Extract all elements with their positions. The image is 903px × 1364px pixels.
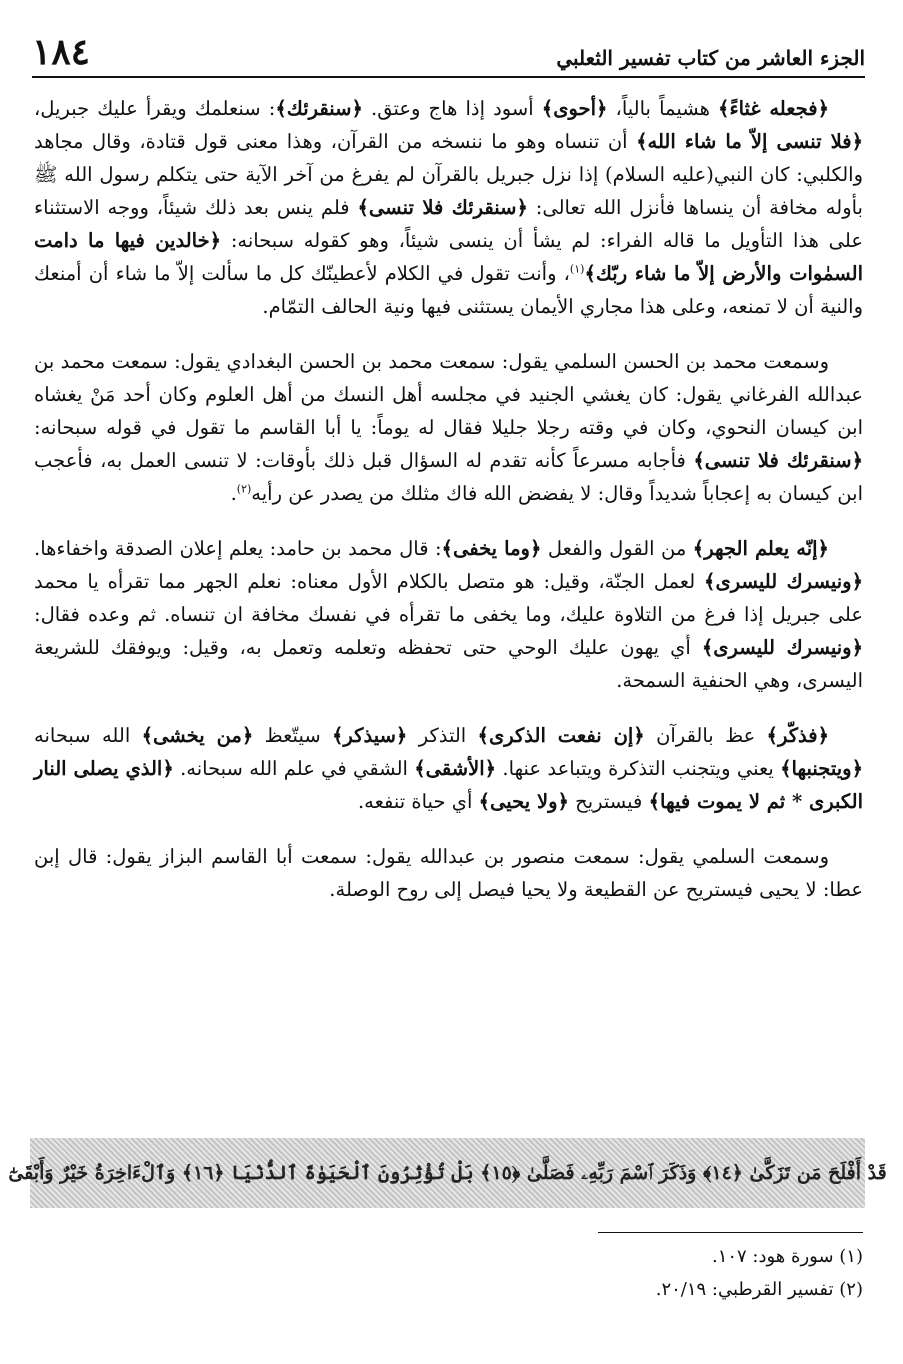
footnote-number: (١): [839, 1246, 863, 1267]
paragraph-3: [34, 532, 863, 697]
body-text: عظ بالقرآن: [644, 724, 767, 747]
quran-quote: ﴿الأشقى﴾: [414, 757, 497, 780]
quran-quote: ﴿وما يخفى﴾: [441, 537, 542, 560]
footnote-marker[interactable]: (٢): [236, 482, 252, 496]
body-text: أي يهون عليك الوحي حتى تحفظه وتعلمه وتعمل به، وقيل: ويوفقك للشريعة اليسرى، وهي الحنفية السمحة.: [34, 636, 863, 692]
quran-quote: ﴿ونيسرك لليسرى﴾: [701, 636, 863, 659]
body-text: أن تنساه وهو ما ننسخه من القرآن، وهذا معنى قول قتادة، وقال مجاهد والكلبي: كان النبي(عليه السلام) إذا نزل جبريل بالقرآن لم يفرغ من آخر الآية حتى يتكلم رسول الله ﷺ بأوله مخافة أن ينساها فأنزل الله تعالى:: [34, 130, 863, 219]
quran-quote: ﴿من يخشى﴾: [141, 724, 254, 747]
body-text: لعمل الجنّة، وقيل: هو متصل بالكلام الأول معناه: نعلم الجهر مما تقرأه يا محمد على جبريل إذا فرغ من التلاوة عليك، وما يخفى ما تقرأه في نفسك مخافة ان تنساه. ثم وعده فقال:: [34, 570, 863, 626]
page-header: [32, 30, 865, 78]
body-text: هشيماً بالياً،: [607, 97, 719, 120]
body-text: فيستريح: [568, 790, 649, 813]
footnote-1: [40, 1240, 863, 1273]
quran-quote: ﴿فلا تنسى إلاّ ما شاء الله﴾: [636, 130, 864, 153]
body-text: أسود إذا هاج وعتق.: [362, 97, 542, 120]
page-body: [34, 92, 863, 906]
quran-quote: ﴿سنقرئك فلا تنسى﴾: [357, 196, 528, 219]
body-text: وسمعت السلمي يقول: سمعت منصور بن عبدالله يقول: سمعت أبا القاسم البزاز يقول: قال إبن عطا: لا يحيى فيستريح عن القطيعة ولا يحيا فيصل إلى روح الوصلة.: [34, 845, 863, 901]
body-text: وسمعت محمد بن الحسن السلمي يقول: سمعت محمد بن الحسن البغدادي يقول: سمعت محمد بن عبدالله الفرغاني يقول: كان يغشي الجنيد في مجلسه أهل النسك من أهل العلوم وكان أحد مَنْ يغشاه ابن كيسان النحوي، وكان في وقته رجلا جليلا فقال له يوماً: يا أبا القاسم ما تقول في قوله سبحانه:: [34, 350, 863, 439]
body-text: .: [230, 482, 237, 505]
body-text: أي حياة تنفعه.: [357, 790, 479, 813]
quran-quote: ﴿فجعله غثاءً﴾: [718, 97, 829, 120]
footnotes: [40, 1240, 863, 1306]
paragraph-2: [34, 345, 863, 510]
quran-quote: ﴿سنقرئك فلا تنسى﴾: [693, 449, 863, 472]
body-text: فلم ينس بعد ذلك شيئاً، ووجه الاستثناء على هذا التأويل ما قاله الفراء: لم يشأ أن ينسى شيئاً، وهو كقوله سبحانه:: [34, 196, 863, 252]
body-text: الشقي في علم الله سبحانه.: [173, 757, 415, 780]
paragraph-1: [34, 92, 863, 323]
quran-quote: ﴿ولا يحيى﴾: [478, 790, 569, 813]
quran-quote: ﴿سنقرئك﴾: [275, 97, 363, 120]
footnote-text: سورة هود: ١٠٧.: [711, 1246, 834, 1267]
quran-quote: ﴿فذكّر﴾: [766, 724, 829, 747]
quran-quote: ﴿ونيسرك لليسرى﴾: [704, 570, 863, 593]
body-text: من القول والفعل: [541, 537, 693, 560]
body-text: فأجابه مسرعاً كأنه تقدم له السؤال قبل ذلك بأوقات: لا تنسى العمل به، فأعجب ابن كيسان به إعجاباً شديداً وقال: لا يفضض الله فاك مثلك من يصدر عن رأيه: [34, 449, 863, 505]
quran-quote: ﴿الذي يصلى النار الكبرى * ثم لا يموت فيها﴾: [34, 757, 863, 813]
quran-verse-band: [8, 1138, 887, 1208]
quran-quote: ﴿خالدين فيها ما دامت السمٰوات والأرض إلاّ ما شاء ربّك﴾: [34, 229, 863, 285]
body-text: الله سبحانه: [34, 724, 142, 747]
body-text: سيتّعظ: [253, 724, 332, 747]
body-text: : سنعلمك ويقرأ عليك جبريل،: [34, 97, 276, 120]
quran-verse-text: قَدْ أَفْلَحَ مَن تَزَكَّىٰ ﴿١٤﴾ وَذَكَرَ ٱسْمَ رَبِّهِۦ فَصَلَّىٰ ﴿١٥﴾ بَلْ تُؤْثِرُونَ ٱلْحَيَوٰةَ ٱلدُّنْيَا ﴿١٦﴾ وَٱلْءَاخِرَةُ خَيْرٌ وَأَبْقَىٰٓ: [8, 1162, 887, 1184]
body-text: التذكر: [407, 724, 478, 747]
footnote-number: (٢): [839, 1279, 863, 1300]
footnote-divider: [598, 1232, 863, 1233]
body-text: ، وأنت تقول في الكلام لأعطينّك كل ما سألت إلاّ ما شاء أن أمنعك والنية أن لا تمنعه، وعلى هذا مجاري الأيمان يستثنى فيها ونية الحالف التمّام.: [34, 262, 863, 318]
paragraph-5: [34, 840, 863, 906]
quran-quote: ﴿سيذكر﴾: [332, 724, 408, 747]
page-number: ١٨٤: [32, 31, 91, 73]
body-text: يعني ويتجنب التذكرة ويتباعد عنها.: [496, 757, 781, 780]
quran-quote: ﴿إن نفعت الذكرى﴾: [477, 724, 645, 747]
footnote-marker[interactable]: (١): [569, 262, 585, 276]
footnote-text: تفسير القرطبي: ٢٠/١٩.: [655, 1279, 834, 1300]
footnote-2: [40, 1273, 863, 1306]
running-title: الجزء العاشر من كتاب تفسير الثعلبي: [556, 46, 865, 70]
quran-quote: ﴿أحوى﴾: [541, 97, 608, 120]
paragraph-4: [34, 719, 863, 818]
quran-quote: ﴿إنّه يعلم الجهر﴾: [692, 537, 829, 560]
quran-quote: ﴿ويتجنبها﴾: [780, 757, 863, 780]
body-text: : قال محمد بن حامد: يعلم إعلان الصدقة واخفاءها.: [34, 537, 442, 560]
